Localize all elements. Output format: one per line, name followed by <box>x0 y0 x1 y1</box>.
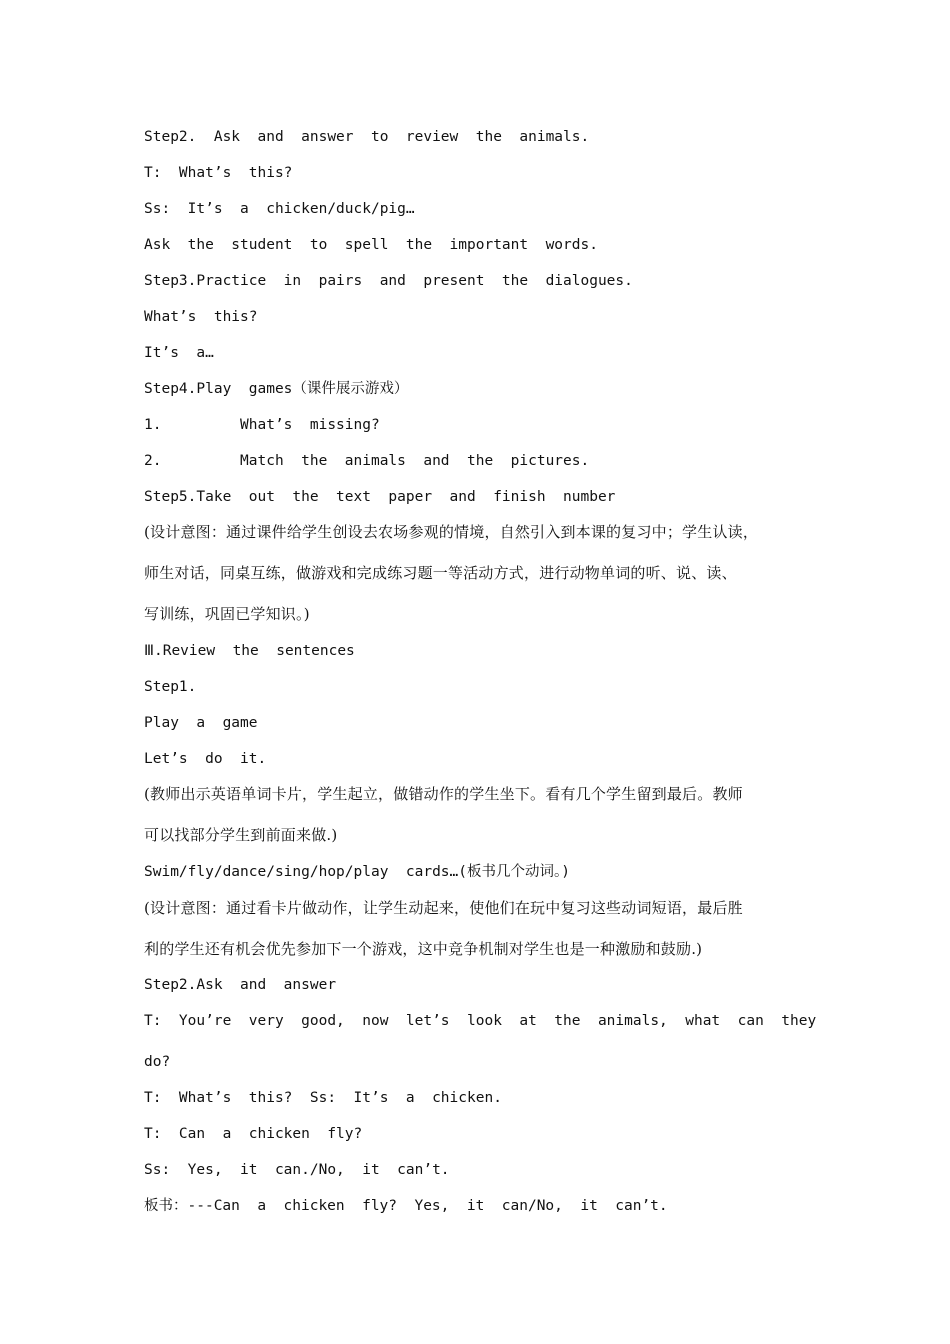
text-line-lets-do-it: Let’s do it. <box>144 751 267 767</box>
text-line-game-1: 1. What’s missing? <box>144 417 380 433</box>
text-line-design-intent-4: (设计意图：通过看卡片做动作，让学生动起来，使他们在玩中复习这些动词短语，最后胜 <box>144 899 743 917</box>
section-heading-review-sentences: Ⅲ.Review the sentences <box>144 643 355 659</box>
text-line-step3: Step3.Practice in pairs and present the dialogues. <box>144 273 633 289</box>
text-line-step2-ask-answer: Step2.Ask and answer <box>144 977 337 993</box>
text-line-teacher-note-1: (教师出示英语单词卡片，学生起立，做错动作的学生坐下。看有几个学生留到最后。教师 <box>144 785 743 803</box>
text-line-spell-words: Ask the student to spell the important words. <box>144 237 598 253</box>
text-line-yes-no-answer: Ss: Yes, it can./No, it can’t. <box>144 1162 450 1178</box>
text-line-board-writing: 板书：---Can a chicken fly? Yes, it can/No, it can’t. <box>144 1198 668 1214</box>
text-line-teacher-question: T: What’s this? <box>144 165 293 181</box>
text-line-game-2: 2. Match the animals and the pictures. <box>144 453 590 469</box>
text-line-step1: Step1. <box>144 679 197 695</box>
text-line-whats-this: What’s this? <box>144 309 258 325</box>
text-line-step5: Step5.Take out the text paper and finish number <box>144 489 616 505</box>
text-line-do: do? <box>144 1054 171 1070</box>
text-line-step2: Step2. Ask and answer to review the animals. <box>144 129 590 145</box>
text-line-teacher-praise: T: You’re very good, now let’s look at the animals, what can they <box>144 1013 817 1029</box>
text-line-design-intent-5: 利的学生还有机会优先参加下一个游戏，这中竞争机制对学生也是一种激励和鼓励.) <box>144 940 703 958</box>
text-line-dialogue-chicken: T: What’s this? Ss: It’s a chicken. <box>144 1090 502 1106</box>
text-line-its-a: It’s a… <box>144 345 214 361</box>
text-line-verbs: Swim/fly/dance/sing/hop/play cards…(板书几个动词。) <box>144 864 570 880</box>
text-line-step4: Step4.Play games（课件展示游戏） <box>144 381 409 397</box>
text-line-design-intent-3: 写训练，巩固已学知识。) <box>144 605 310 623</box>
text-line-students-answer: Ss: It’s a chicken/duck/pig… <box>144 201 415 217</box>
text-line-design-intent-2: 师生对话，同桌互练，做游戏和完成练习题一等活动方式，进行动物单词的听、说、读、 <box>144 564 737 582</box>
text-line-play-game: Play a game <box>144 715 258 731</box>
text-line-teacher-note-2: 可以找部分学生到前面来做.) <box>144 826 338 844</box>
text-line-can-chicken-fly: T: Can a chicken fly? <box>144 1126 363 1142</box>
text-line-design-intent-1: (设计意图：通过课件给学生创设去农场参观的情境，自然引入到本课的复习中；学生认读， <box>144 523 759 541</box>
